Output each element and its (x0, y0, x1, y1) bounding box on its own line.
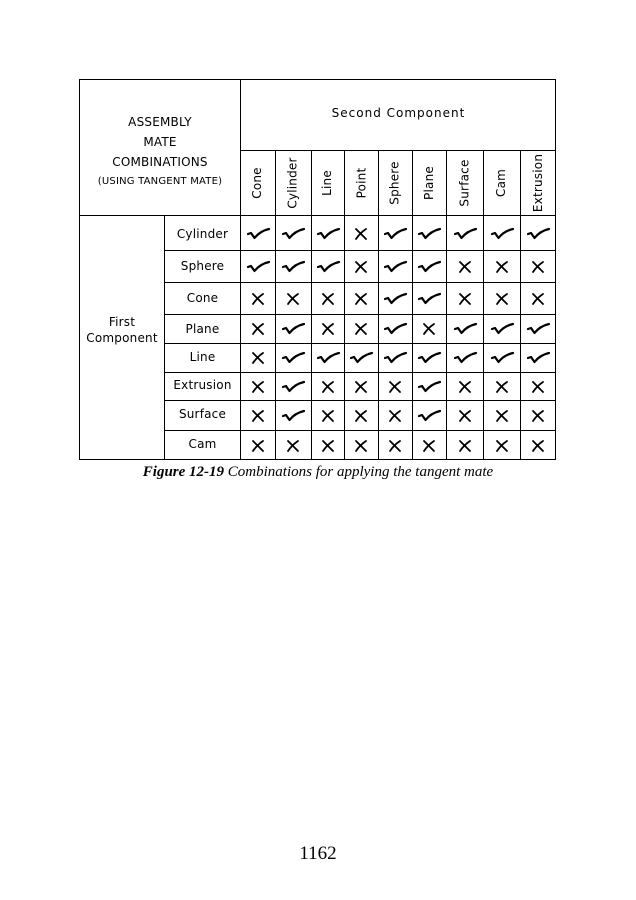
row-rule (164, 282, 556, 283)
cross-mark-icon (525, 290, 551, 308)
check-mark-icon (416, 378, 442, 396)
cross-mark-icon (280, 437, 306, 455)
cross-mark-icon (452, 290, 478, 308)
column-header-sphere: Sphere (388, 161, 403, 205)
check-mark-icon (489, 349, 515, 367)
header-title-line: ASSEMBLY (128, 115, 192, 129)
column-divider (378, 150, 379, 460)
check-mark-icon (416, 349, 442, 367)
column-header-line: Line (320, 170, 334, 196)
cross-mark-icon (315, 320, 341, 338)
cross-mark-icon (489, 437, 515, 455)
check-mark-icon (280, 407, 306, 425)
row-rule (164, 343, 556, 344)
row-rule (164, 372, 556, 373)
check-mark-icon (525, 320, 551, 338)
column-divider (520, 150, 521, 460)
table-header-block (80, 112, 240, 192)
check-mark-icon (245, 225, 271, 243)
cross-mark-icon (348, 290, 374, 308)
check-mark-icon (280, 320, 306, 338)
first-component-line: Component (86, 331, 158, 345)
cross-mark-icon (315, 437, 341, 455)
column-divider (412, 150, 413, 460)
check-mark-icon (280, 225, 306, 243)
check-mark-icon (315, 349, 341, 367)
row-label-plane: Plane (185, 322, 220, 336)
check-mark-icon (280, 258, 306, 276)
column-header-cylinder: Cylinder (286, 157, 301, 209)
cross-mark-icon (245, 378, 271, 396)
check-mark-icon (525, 349, 551, 367)
cross-mark-icon (525, 407, 551, 425)
column-header-cam: Cam (494, 168, 508, 198)
row-rule (164, 314, 556, 315)
row-label-cam: Cam (188, 437, 217, 451)
check-mark-icon (382, 349, 408, 367)
cross-mark-icon (489, 378, 515, 396)
check-mark-icon (280, 349, 306, 367)
cross-mark-icon (525, 437, 551, 455)
row-label-surface: Surface (178, 407, 227, 421)
check-mark-icon (416, 290, 442, 308)
cross-mark-icon (416, 437, 442, 455)
cross-mark-icon (452, 437, 478, 455)
row-label-cone: Cone (186, 291, 219, 305)
column-divider (275, 150, 276, 460)
first-component-label (80, 314, 164, 346)
cross-mark-icon (382, 378, 408, 396)
cross-mark-icon (245, 407, 271, 425)
header-title-line: MATE (143, 135, 177, 149)
cross-mark-icon (525, 378, 551, 396)
check-mark-icon (416, 258, 442, 276)
cross-mark-icon (245, 290, 271, 308)
cross-mark-icon (416, 320, 442, 338)
figure-caption-text: Combinations for applying the tangent mate (224, 464, 494, 480)
cross-mark-icon (382, 407, 408, 425)
cross-mark-icon (452, 407, 478, 425)
column-divider (483, 150, 484, 460)
cross-mark-icon (489, 258, 515, 276)
row-label-cylinder: Cylinder (176, 227, 229, 241)
column-divider (240, 79, 241, 460)
cross-mark-icon (348, 437, 374, 455)
cross-mark-icon (489, 290, 515, 308)
check-mark-icon (452, 320, 478, 338)
cross-mark-icon (348, 407, 374, 425)
cross-mark-icon (245, 320, 271, 338)
check-mark-icon (525, 225, 551, 243)
cross-mark-icon (315, 290, 341, 308)
check-mark-icon (382, 225, 408, 243)
cross-mark-icon (348, 320, 374, 338)
column-divider (446, 150, 447, 460)
row-rule (164, 400, 556, 401)
cross-mark-icon (245, 349, 271, 367)
cross-mark-icon (489, 407, 515, 425)
header-subtitle: (USING TANGENT MATE) (97, 176, 223, 187)
figure-label: Figure 12-19 (142, 464, 225, 480)
cross-mark-icon (452, 378, 478, 396)
cross-mark-icon (452, 258, 478, 276)
check-mark-icon (382, 258, 408, 276)
check-mark-icon (382, 320, 408, 338)
column-header-surface: Surface (458, 159, 472, 207)
cross-mark-icon (525, 258, 551, 276)
column-header-plane: Plane (422, 166, 437, 200)
row-rule (164, 250, 556, 251)
column-divider (344, 150, 345, 460)
cross-mark-icon (348, 225, 374, 243)
check-mark-icon (280, 378, 306, 396)
cross-mark-icon (245, 437, 271, 455)
check-mark-icon (416, 225, 442, 243)
row-label-line: Line (189, 350, 216, 364)
first-component-line: First (108, 315, 136, 329)
cross-mark-icon (315, 378, 341, 396)
row-rule (164, 430, 556, 431)
check-mark-icon (348, 349, 374, 367)
figure-caption (0, 464, 636, 481)
check-mark-icon (489, 320, 515, 338)
cross-mark-icon (280, 290, 306, 308)
cross-mark-icon (382, 437, 408, 455)
check-mark-icon (489, 225, 515, 243)
page-number: 1162 (299, 843, 337, 864)
header-bottom-rule (79, 215, 556, 216)
second-component-label: Second Component (331, 106, 466, 120)
cross-mark-icon (315, 407, 341, 425)
check-mark-icon (452, 349, 478, 367)
check-mark-icon (452, 225, 478, 243)
row-label-extrusion: Extrusion (173, 378, 232, 392)
column-header-point: Point (354, 167, 369, 199)
row-label-sphere: Sphere (180, 259, 225, 273)
check-mark-icon (245, 258, 271, 276)
check-mark-icon (416, 407, 442, 425)
check-mark-icon (315, 258, 341, 276)
cross-mark-icon (348, 378, 374, 396)
check-mark-icon (382, 290, 408, 308)
check-mark-icon (315, 225, 341, 243)
header-title-line: COMBINATIONS (112, 155, 208, 169)
cross-mark-icon (348, 258, 374, 276)
column-header-cone: Cone (250, 167, 265, 199)
column-header-extrusion: Extrusion (531, 153, 546, 213)
